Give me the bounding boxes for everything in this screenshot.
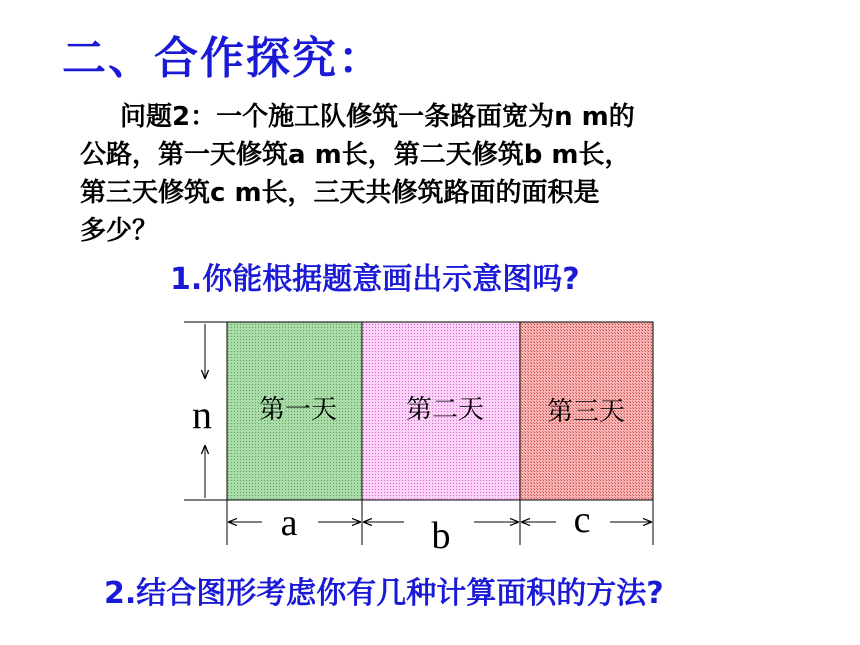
section-label-day2: 第二天 xyxy=(405,395,485,425)
problem-line-2: 公路，第一天修筑a m长，第二天修筑b m长， xyxy=(80,140,631,170)
problem-line-1: 问题2：一个施工队修筑一条路面宽为n m的 xyxy=(120,102,635,132)
problem-line-4: 多少？ xyxy=(80,216,159,246)
question-2: 2.结合图形考虑你有几种计算面积的方法? xyxy=(104,576,664,611)
section-label-day3: 第三天 xyxy=(546,397,626,427)
length-label-b: b xyxy=(431,515,451,557)
question-1: 1.你能根据题意画出示意图吗? xyxy=(170,262,580,297)
section-heading: 二、合作探究： xyxy=(62,33,384,84)
problem-line-3: 第三天修筑c m长，三天共修筑路面的面积是 xyxy=(80,178,600,208)
section-label-day1: 第一天 xyxy=(258,395,338,425)
height-label-n: n xyxy=(192,392,212,437)
length-label-c: c xyxy=(573,499,591,541)
length-label-a: a xyxy=(280,502,298,544)
